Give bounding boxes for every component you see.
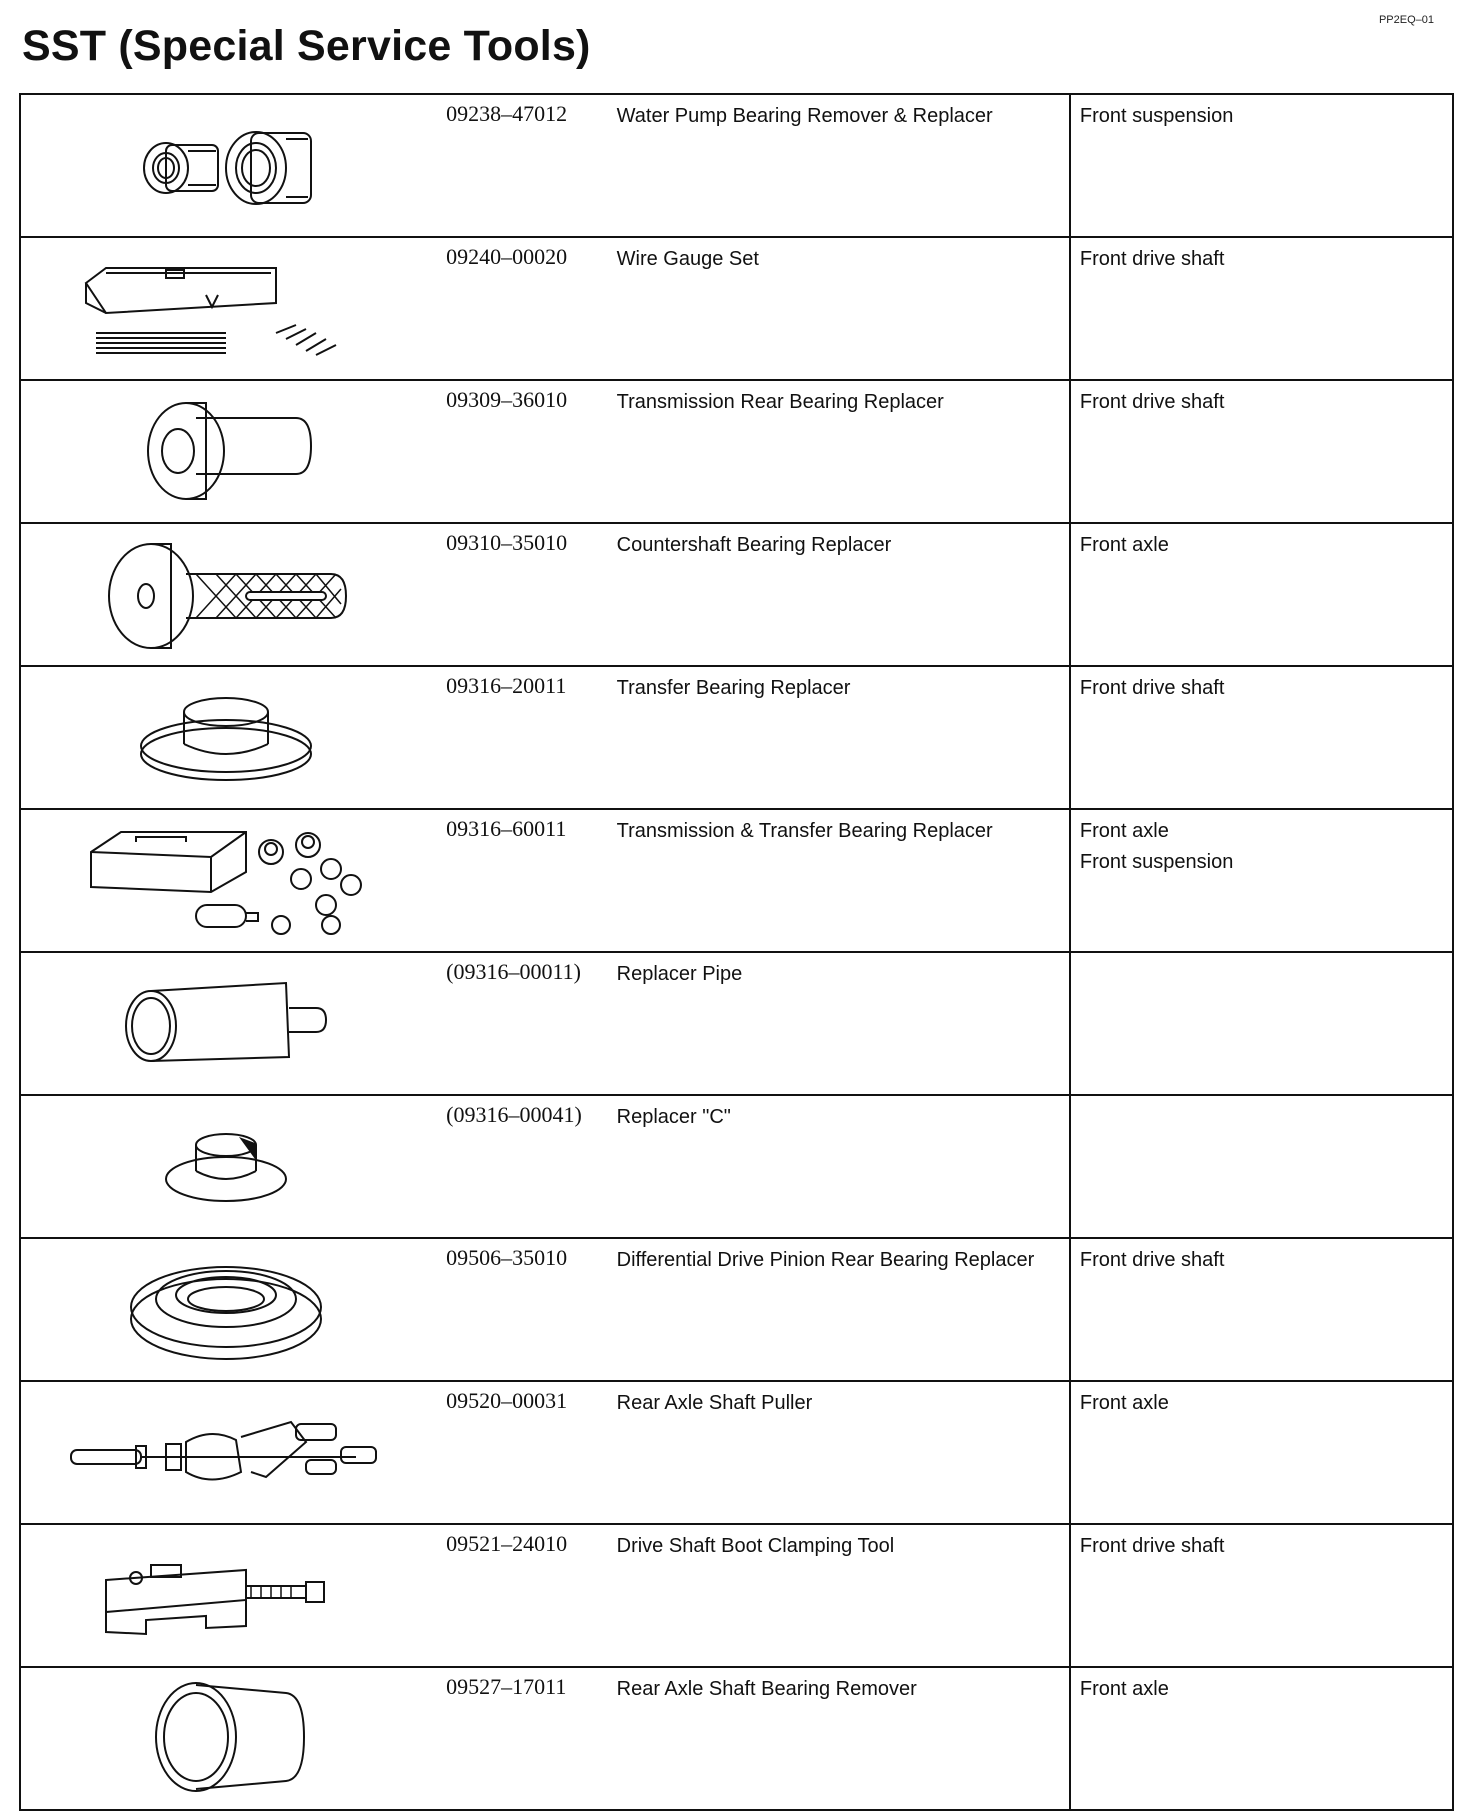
usage-list [1071,1525,1452,1562]
tool-illustration-cell [20,237,432,380]
tool-illustration-cell [20,1381,432,1524]
usage-item: Front axle [1079,1678,1169,1700]
part-number-cell [432,809,607,952]
usage-cell [1070,952,1453,1095]
countershaft-bearing-replacer-icon [21,524,431,663]
usage-cell [1070,1667,1453,1810]
tool-name-cell [608,1381,1070,1524]
tool-name-cell [608,1667,1070,1810]
part-number: 09506–35010 [446,1245,568,1270]
usage-list [1071,810,1452,878]
tool-name: Wire Gauge Set [616,248,759,270]
usage-list [1071,238,1452,275]
table-row [20,1381,1453,1524]
usage-item: Front drive shaft [1079,391,1225,413]
wire-gauge-set-icon [21,238,431,377]
usage-list [1071,1096,1452,1102]
tool-illustration-cell [20,1238,432,1381]
table-row [20,952,1453,1095]
page-title: SST (Special Service Tools) [22,22,591,70]
part-number-cell [432,94,607,237]
usage-item: Front axle [1079,534,1169,556]
part-number-cell [432,380,607,523]
tool-name: Replacer "C" [616,1106,731,1128]
tool-name-cell [608,952,1070,1095]
usage-item: Front axle [1079,820,1169,842]
tool-illustration-cell [20,1095,432,1238]
tool-name: Transmission & Transfer Bearing Replacer [616,820,993,842]
boot-clamping-tool-icon [21,1525,431,1664]
usage-list [1071,1382,1452,1419]
usage-cell [1070,523,1453,666]
tool-illustration-cell [20,1667,432,1810]
table-row [20,237,1453,380]
part-number-cell [432,237,607,380]
tool-name: Transmission Rear Bearing Replacer [616,391,944,413]
tool-illustration-cell [20,1524,432,1667]
tool-name-cell [608,523,1070,666]
usage-item: Front drive shaft [1079,1249,1225,1271]
tool-illustration-cell [20,809,432,952]
part-number: 09316–60011 [446,816,567,841]
usage-item: Front suspension [1079,851,1234,873]
tool-name: Countershaft Bearing Replacer [616,534,892,556]
transfer-bearing-replacer-icon [21,667,431,806]
tool-illustration-cell [20,94,432,237]
tool-name: Rear Axle Shaft Puller [616,1392,813,1414]
usage-cell [1070,666,1453,809]
part-number-cell [432,1381,607,1524]
part-number: 09238–47012 [446,101,568,126]
tool-name: Replacer Pipe [616,963,743,985]
tool-name-cell [608,94,1070,237]
bearing-replacer-kit-icon [21,810,431,949]
part-number: 09527–17011 [446,1674,567,1699]
tool-table [19,93,1454,1811]
tool-name: Differential Drive Pinion Rear Bearing Replacer [616,1249,1035,1271]
part-number: 09521–24010 [446,1531,568,1556]
part-number: 09310–35010 [446,530,568,555]
part-number-cell [432,1238,607,1381]
part-number-cell [432,1095,607,1238]
replacer-c-icon [21,1096,431,1235]
usage-list [1071,1668,1452,1705]
pinion-bearing-replacer-icon [21,1239,431,1378]
table-row [20,809,1453,952]
part-number: (09316–00011) [446,959,581,984]
part-number-cell [432,1667,607,1810]
tool-name-cell [608,380,1070,523]
axle-bearing-remover-icon [21,1668,431,1807]
tool-name-cell [608,809,1070,952]
tool-illustration-cell [20,666,432,809]
table-row [20,94,1453,237]
tool-illustration-cell [20,380,432,523]
usage-list [1071,524,1452,561]
tool-name: Water Pump Bearing Remover & Replacer [616,105,993,127]
tool-name-cell [608,1238,1070,1381]
tool-table-body [20,94,1453,1810]
axle-shaft-puller-icon [21,1382,431,1521]
usage-list [1071,381,1452,418]
table-row [20,523,1453,666]
bearing-remover-replacer-icon [21,95,431,234]
usage-item: Front axle [1079,1392,1169,1414]
table-row [20,1667,1453,1810]
part-number-cell [432,952,607,1095]
part-number-cell [432,1524,607,1667]
usage-cell [1070,1524,1453,1667]
part-number-cell [432,523,607,666]
tool-name-cell [608,1095,1070,1238]
document-id: PP2EQ–01 [1378,14,1434,26]
usage-item: Front drive shaft [1079,248,1225,270]
tool-illustration-cell [20,523,432,666]
table-row [20,1524,1453,1667]
usage-item: Front drive shaft [1079,677,1225,699]
table-row [20,1238,1453,1381]
usage-item: Front suspension [1079,105,1234,127]
usage-cell [1070,237,1453,380]
usage-cell [1070,1095,1453,1238]
rear-bearing-replacer-icon [21,381,431,520]
usage-list [1071,953,1452,959]
tool-name: Rear Axle Shaft Bearing Remover [616,1678,917,1700]
part-number: 09316–20011 [446,673,567,698]
tool-name: Drive Shaft Boot Clamping Tool [616,1535,895,1557]
usage-list [1071,667,1452,704]
tool-name-cell [608,666,1070,809]
usage-list [1071,95,1452,132]
table-row [20,666,1453,809]
usage-cell [1070,809,1453,952]
part-number: 09520–00031 [446,1388,568,1413]
tool-name: Transfer Bearing Replacer [616,677,851,699]
part-number-cell [432,666,607,809]
tool-illustration-cell [20,952,432,1095]
usage-cell [1070,1238,1453,1381]
usage-item: Front drive shaft [1079,1535,1225,1557]
usage-cell [1070,380,1453,523]
part-number: 09240–00020 [446,244,568,269]
replacer-pipe-icon [21,953,431,1092]
table-row [20,380,1453,523]
table-row [20,1095,1453,1238]
tool-name-cell [608,237,1070,380]
usage-cell [1070,1381,1453,1524]
part-number: 09309–36010 [446,387,568,412]
usage-cell [1070,94,1453,237]
tool-name-cell [608,1524,1070,1667]
part-number: (09316–00041) [446,1102,582,1127]
usage-list [1071,1239,1452,1276]
